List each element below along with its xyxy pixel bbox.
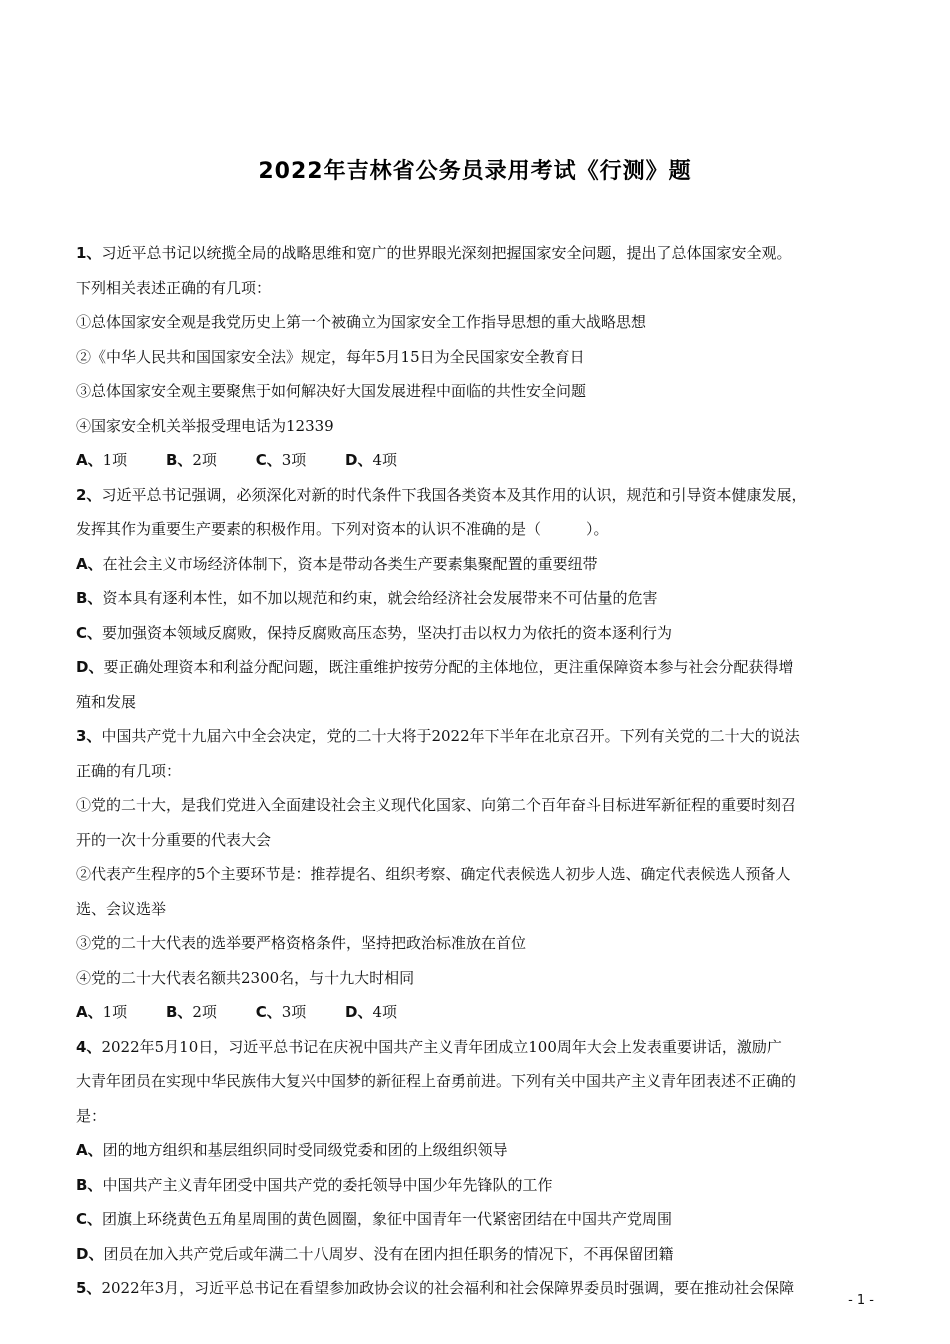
question-3-option-b: B、2项 xyxy=(165,1003,217,1021)
question-2-stem-line-2: 发挥其作为重要生产要素的积极作用。下列对资本的认识不准确的是（ ）。 xyxy=(76,520,609,538)
question-1-option-a: A、1项 xyxy=(76,451,128,469)
question-1-statement-2: ②《中华人民共和国国家安全法》规定，每年5月15日为全民国家安全教育日 xyxy=(76,347,585,366)
page-number: - 1 - xyxy=(848,1293,874,1308)
question-1-number: 1、 xyxy=(76,244,102,262)
question-2-number: 2、 xyxy=(76,485,102,504)
question-3-options xyxy=(76,995,876,1030)
question-3-statement-1: ①党的二十大，是我们党进入全面建设社会主义现代化国家、向第二个百年奋斗目标进军新征程的重要时刻召 xyxy=(76,796,797,814)
question-list xyxy=(76,236,876,1306)
question-3-stem-line-2: 正确的有几项： xyxy=(76,761,182,780)
question-3-option-a: A、1项 xyxy=(76,1003,128,1021)
question-2-stem-line-1: 2、习近平总书记强调，必须深化对新的时代条件下我国各类资本及其作用的认识，规范和引导资本健康发展， xyxy=(76,485,807,504)
question-1-options xyxy=(76,443,876,478)
question-2-option-d: D、要正确处理资本和利益分配问题，既注重维护按劳分配的主体地位，更注重保障资本参与社会分配获得增 xyxy=(76,658,794,676)
question-4-option-d: D、团员在加入共产党后或年满二十八周岁、没有在团内担任职务的情况下，不再保留团籍 xyxy=(76,1244,674,1263)
question-1-statement-4: ④国家安全机关举报受理电话为12339 xyxy=(76,416,334,435)
question-4-option-c: C、团旗上环绕黄色五角星周围的黄色圆圈，象征中国青年一代紧密团结在中国共产党周围 xyxy=(76,1210,673,1228)
question-1-option-c: C、3项 xyxy=(255,451,307,469)
question-2-option-a: A、在社会主义市场经济体制下，资本是带动各类生产要素集聚配置的重要纽带 xyxy=(76,554,598,573)
question-4-stem-line-2: 大青年团员在实现中华民族伟大复兴中国梦的新征程上奋勇前进。下列有关中国共产主义青年团表述不正确的 xyxy=(76,1072,797,1090)
question-3-option-d: D、4项 xyxy=(345,1003,398,1021)
question-4-option-a: A、团的地方组织和基层组织同时受同级党委和团的上级组织领导 xyxy=(76,1141,508,1159)
question-1-option-b: B、2项 xyxy=(165,451,217,469)
question-5-stem-line-1: 5、2022年3月，习近平总书记在看望参加政协会议的社会福利和社会保障界委员时强调，要在推动社会保障 xyxy=(76,1279,795,1297)
question-1-stem-line-2: 下列相关表述正确的有几项： xyxy=(76,278,272,297)
question-3-statement-1-continued: 开的一次十分重要的代表大会 xyxy=(76,830,272,849)
question-4-stem-line-1: 4、2022年5月10日，习近平总书记在庆祝中国共产主义青年团成立100周年大会上发表重要讲话，激励广 xyxy=(76,1037,782,1056)
question-3-stem-line-1: 3、中国共产党十九届六中全会决定，党的二十大将于2022年下半年在北京召开。下列有关党的二十大的说法 xyxy=(76,727,800,745)
question-3-statement-2: ②代表产生程序的5个主要环节是：推荐提名、组织考察、确定代表候选人初步人选、确定代表候选人预备人 xyxy=(76,865,791,883)
question-3-option-c: C、3项 xyxy=(255,1003,307,1021)
question-3-statement-3: ③党的二十大代表的选举要严格资格条件，坚持把政治标准放在首位 xyxy=(76,934,527,952)
question-2-option-c: C、要加强资本领域反腐败，保持反腐败高压态势，坚决打击以权力为依托的资本逐利行为 xyxy=(76,623,673,642)
question-3-statement-2-continued: 选、会议选举 xyxy=(76,899,167,918)
question-2-option-b: B、资本具有逐利本性，如不加以规范和约束，就会给经济社会发展带来不可估量的危害 xyxy=(76,589,658,607)
question-3-statement-4: ④党的二十大代表名额共2300名，与十九大时相同 xyxy=(76,968,415,987)
question-4-number: 4、 xyxy=(76,1037,102,1056)
question-1-statement-1: ①总体国家安全观是我党历史上第一个被确立为国家安全工作指导思想的重大战略思想 xyxy=(76,313,647,331)
page-title: 2022年吉林省公务员录用考试《行测》题 xyxy=(258,159,692,184)
question-4-stem-line-3: 是： xyxy=(76,1106,107,1125)
question-5-number: 5、 xyxy=(76,1279,102,1297)
question-4-option-b: B、中国共产主义青年团受中国共产党的委托领导中国少年先锋队的工作 xyxy=(76,1175,553,1194)
question-1-option-d: D、4项 xyxy=(345,451,398,469)
question-2-option-d-continued: 殖和发展 xyxy=(76,692,137,711)
question-3-number: 3、 xyxy=(76,727,102,745)
question-1-stem-line-1: 1、习近平总书记以统揽全局的战略思维和宽广的世界眼光深刻把握国家安全问题，提出了总体国家安全观。 xyxy=(76,244,792,262)
question-1-statement-3: ③总体国家安全观主要聚焦于如何解决好大国发展进程中面临的共性安全问题 xyxy=(76,382,587,400)
